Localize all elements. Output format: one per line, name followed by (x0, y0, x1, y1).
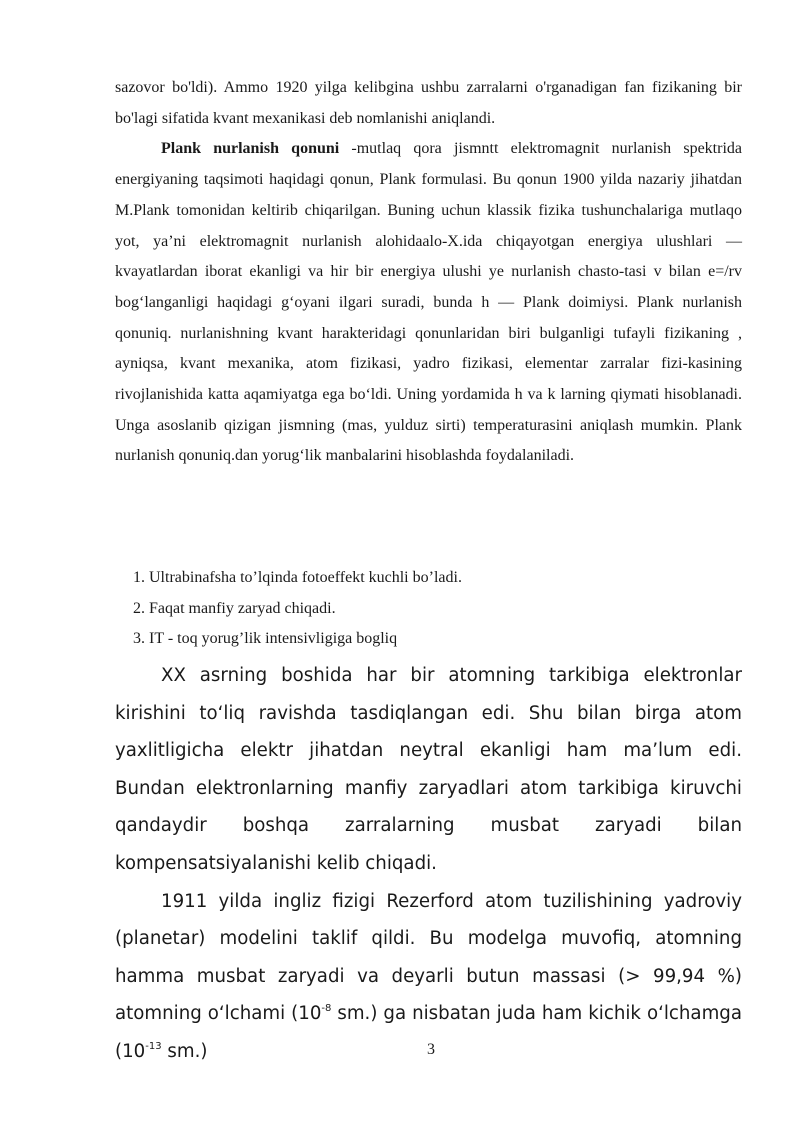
planck-law-definition: -mutlaq qora jismntt elektromagnit nurlanish spektrida energiyaning taqsimoti haqidagi qonun, Plank formulasi. Bu qonun 1900 yilda nazariy jihatdan M.Plank tomonidan keltirib chiqarilgan. Buning uchun klassik fizika tushunchalariga mutlaqo yot, ya’ni elektromagnit nurlanish alohidaalo-X.ida chiqayotgan energiya ulushlari — kvayatlardan iborat ekanligi va hir bir energiya ulushi ye nurlanish chasto-tasi v bilan e=/rv bog‘langanligi haqidagi g‘oyani ilgari suradi, bunda h — Plank doimiysi. Plank nurlanish qonuniq. nurlanishning kvant harakteridagi qonunlaridan biri bulganligi tufayli fizikaning , ayniqsa, kvant mexanika, atom fizikasi, yadro fizikasi, elementar zarralar fizi-kasining rivojlanishida katta aqamiyatga ega bo‘ldi. Uning yordamida h va k larning qiymati hisoblanadi. Unga asoslanib qizigan jismning (mas, yulduz sirti) temperaturasini aniqlash mumkin. Plank nurlanish qonuniq.dan yorug‘lik manbalarini hisoblashda foydalaniladi. (115, 140, 743, 465)
page-number: 3 (427, 1041, 435, 1058)
photoeffect-list (133, 563, 733, 655)
planck-law-section (115, 73, 742, 472)
rutherford-text-b: sm.) ga nisbatan juda ham kichik o‘lchamga (10 (115, 1003, 742, 1062)
list-item: 1. Ultrabinafsha to’lqinda fotoeffekt kuchli bo’ladi. (133, 569, 462, 586)
list-item: 3. IT - toq yorug’lik intensivligiga bogliq (133, 630, 398, 647)
rutherford-text-a: 1911 yilda ingliz fizigi Rezerford atom tuzilishining yadroviy (planetar) modelini taklif qildi. Bu modelga muvofiq, atomning hamma musbat zaryadi va deyarli butun massasi (> 99,94 %) atomning o‘lchami (10 (115, 890, 742, 1025)
exponent-atom-size: -8 (321, 1003, 332, 1015)
list-item: 2. Faqat manfiy zaryad chiqadi. (133, 599, 336, 617)
paragraph-planck-law (115, 134, 742, 472)
planck-law-term: Plank nurlanish qonuni (161, 140, 340, 158)
rutherford-text-c: sm.) (161, 1040, 208, 1062)
atom-structure-section (115, 657, 742, 1071)
paragraph-quantum-mechanics: sazovor bo'ldi). Ammo 1920 yilga kelibgina ushbu zarralarni o'rganadigan fan fizikaning bir bo'lagi sifatida kvant mexanikasi deb nomlanishi aniqlandi. (115, 79, 742, 127)
paragraph-electrons: XX asrning boshida har bir atomning tarkibiga elektronlar kirishini to‘liq ravishda tasdiqlangan edi. Shu bilan birga atom yaxlitligicha elektr jihatdan neytral ekanligi ham ma’lum edi. Bundan elektronlarning manfiy zaryadlari atom tarkibiga kiruvchi qandaydir boshqa zarralarning musbat zaryadi bilan kompensatsiyalanishi kelib chiqadi. (115, 665, 742, 874)
exponent-nucleus-size: -13 (145, 1040, 162, 1052)
